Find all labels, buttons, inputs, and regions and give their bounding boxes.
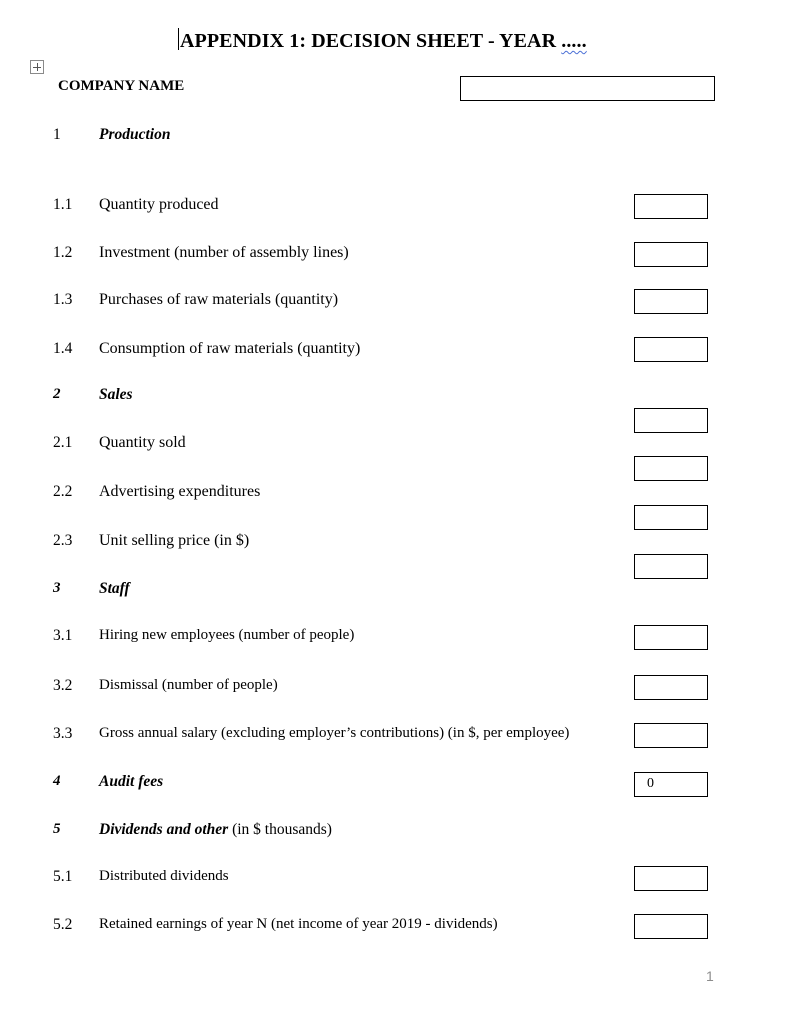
section-title-sales: Sales <box>99 386 133 403</box>
company-name-field[interactable] <box>460 76 715 101</box>
item-number: 3.1 <box>53 627 73 644</box>
item-label-quantity-produced: Quantity produced <box>99 196 219 213</box>
section-title-dividends-text: Dividends and other <box>99 821 229 838</box>
section-title-audit-fees: Audit fees <box>99 773 164 790</box>
quantity-produced-field[interactable] <box>634 194 708 219</box>
item-number: 2.1 <box>53 434 73 451</box>
item-label-advertising-expenditures: Advertising expenditures <box>99 483 261 500</box>
dismissal-field[interactable] <box>634 675 708 700</box>
item-number: 3.2 <box>53 677 73 694</box>
gross-annual-salary-field[interactable] <box>634 723 708 748</box>
section-number-sales: 2 <box>53 386 61 402</box>
page-number: 1 <box>706 968 714 984</box>
section-number-production: 1 <box>53 126 61 143</box>
advertising-expenditures-field[interactable] <box>634 456 708 481</box>
item-label-purchases-raw-materials: Purchases of raw materials (quantity) <box>99 291 339 308</box>
item-label-dismissal: Dismissal (number of people) <box>99 677 278 693</box>
item-number: 1.3 <box>53 291 73 308</box>
audit-fees-field[interactable]: 0 <box>634 772 708 797</box>
item-number: 2.3 <box>53 532 73 549</box>
section-title-dividends-unit: (in $ thousands) <box>228 821 332 838</box>
section-title-production: Production <box>99 126 171 143</box>
item-label-investment: Investment (number of assembly lines) <box>99 244 349 261</box>
item-label-unit-selling-price: Unit selling price (in $) <box>99 532 250 549</box>
company-name-label: COMPANY NAME <box>58 78 185 94</box>
section-title-dividends <box>99 821 332 839</box>
item-number: 5.2 <box>53 916 73 933</box>
quantity-sold-field[interactable] <box>634 408 708 433</box>
section-number-dividends: 5 <box>53 821 61 837</box>
page-title-text: APPENDIX 1: DECISION SHEET - YEAR <box>180 30 562 52</box>
retained-earnings-field[interactable] <box>634 914 708 939</box>
item-number: 1.1 <box>53 196 73 213</box>
page-title <box>178 28 587 53</box>
unit-selling-price-field[interactable] <box>634 505 708 530</box>
sales-extra-field[interactable] <box>634 554 708 579</box>
hiring-new-employees-field[interactable] <box>634 625 708 650</box>
section-number-audit: 4 <box>53 773 61 789</box>
item-label-retained-earnings: Retained earnings of year N (net income of year 2019 - dividends) <box>99 916 498 932</box>
page-title-dots[interactable]: ..... <box>561 30 587 52</box>
investment-field[interactable] <box>634 242 708 267</box>
text-cursor <box>178 28 179 50</box>
section-title-staff: Staff <box>99 580 130 597</box>
item-label-hiring-new-employees: Hiring new employees (number of people) <box>99 627 355 643</box>
item-label-quantity-sold: Quantity sold <box>99 434 186 451</box>
item-number: 1.2 <box>53 244 73 261</box>
section-number-staff: 3 <box>53 580 61 596</box>
item-number: 2.2 <box>53 483 73 500</box>
consumption-raw-materials-field[interactable] <box>634 337 708 362</box>
purchases-raw-materials-field[interactable] <box>634 289 708 314</box>
table-move-handle-icon[interactable] <box>30 60 44 74</box>
item-label-consumption-raw-materials: Consumption of raw materials (quantity) <box>99 340 361 357</box>
item-number: 5.1 <box>53 868 73 885</box>
distributed-dividends-field[interactable] <box>634 866 708 891</box>
item-label-gross-annual-salary: Gross annual salary (excluding employer’s contributions) (in $, per employee) <box>99 725 570 741</box>
item-number: 1.4 <box>53 340 73 357</box>
item-number: 3.3 <box>53 725 73 742</box>
item-label-distributed-dividends: Distributed dividends <box>99 868 229 884</box>
